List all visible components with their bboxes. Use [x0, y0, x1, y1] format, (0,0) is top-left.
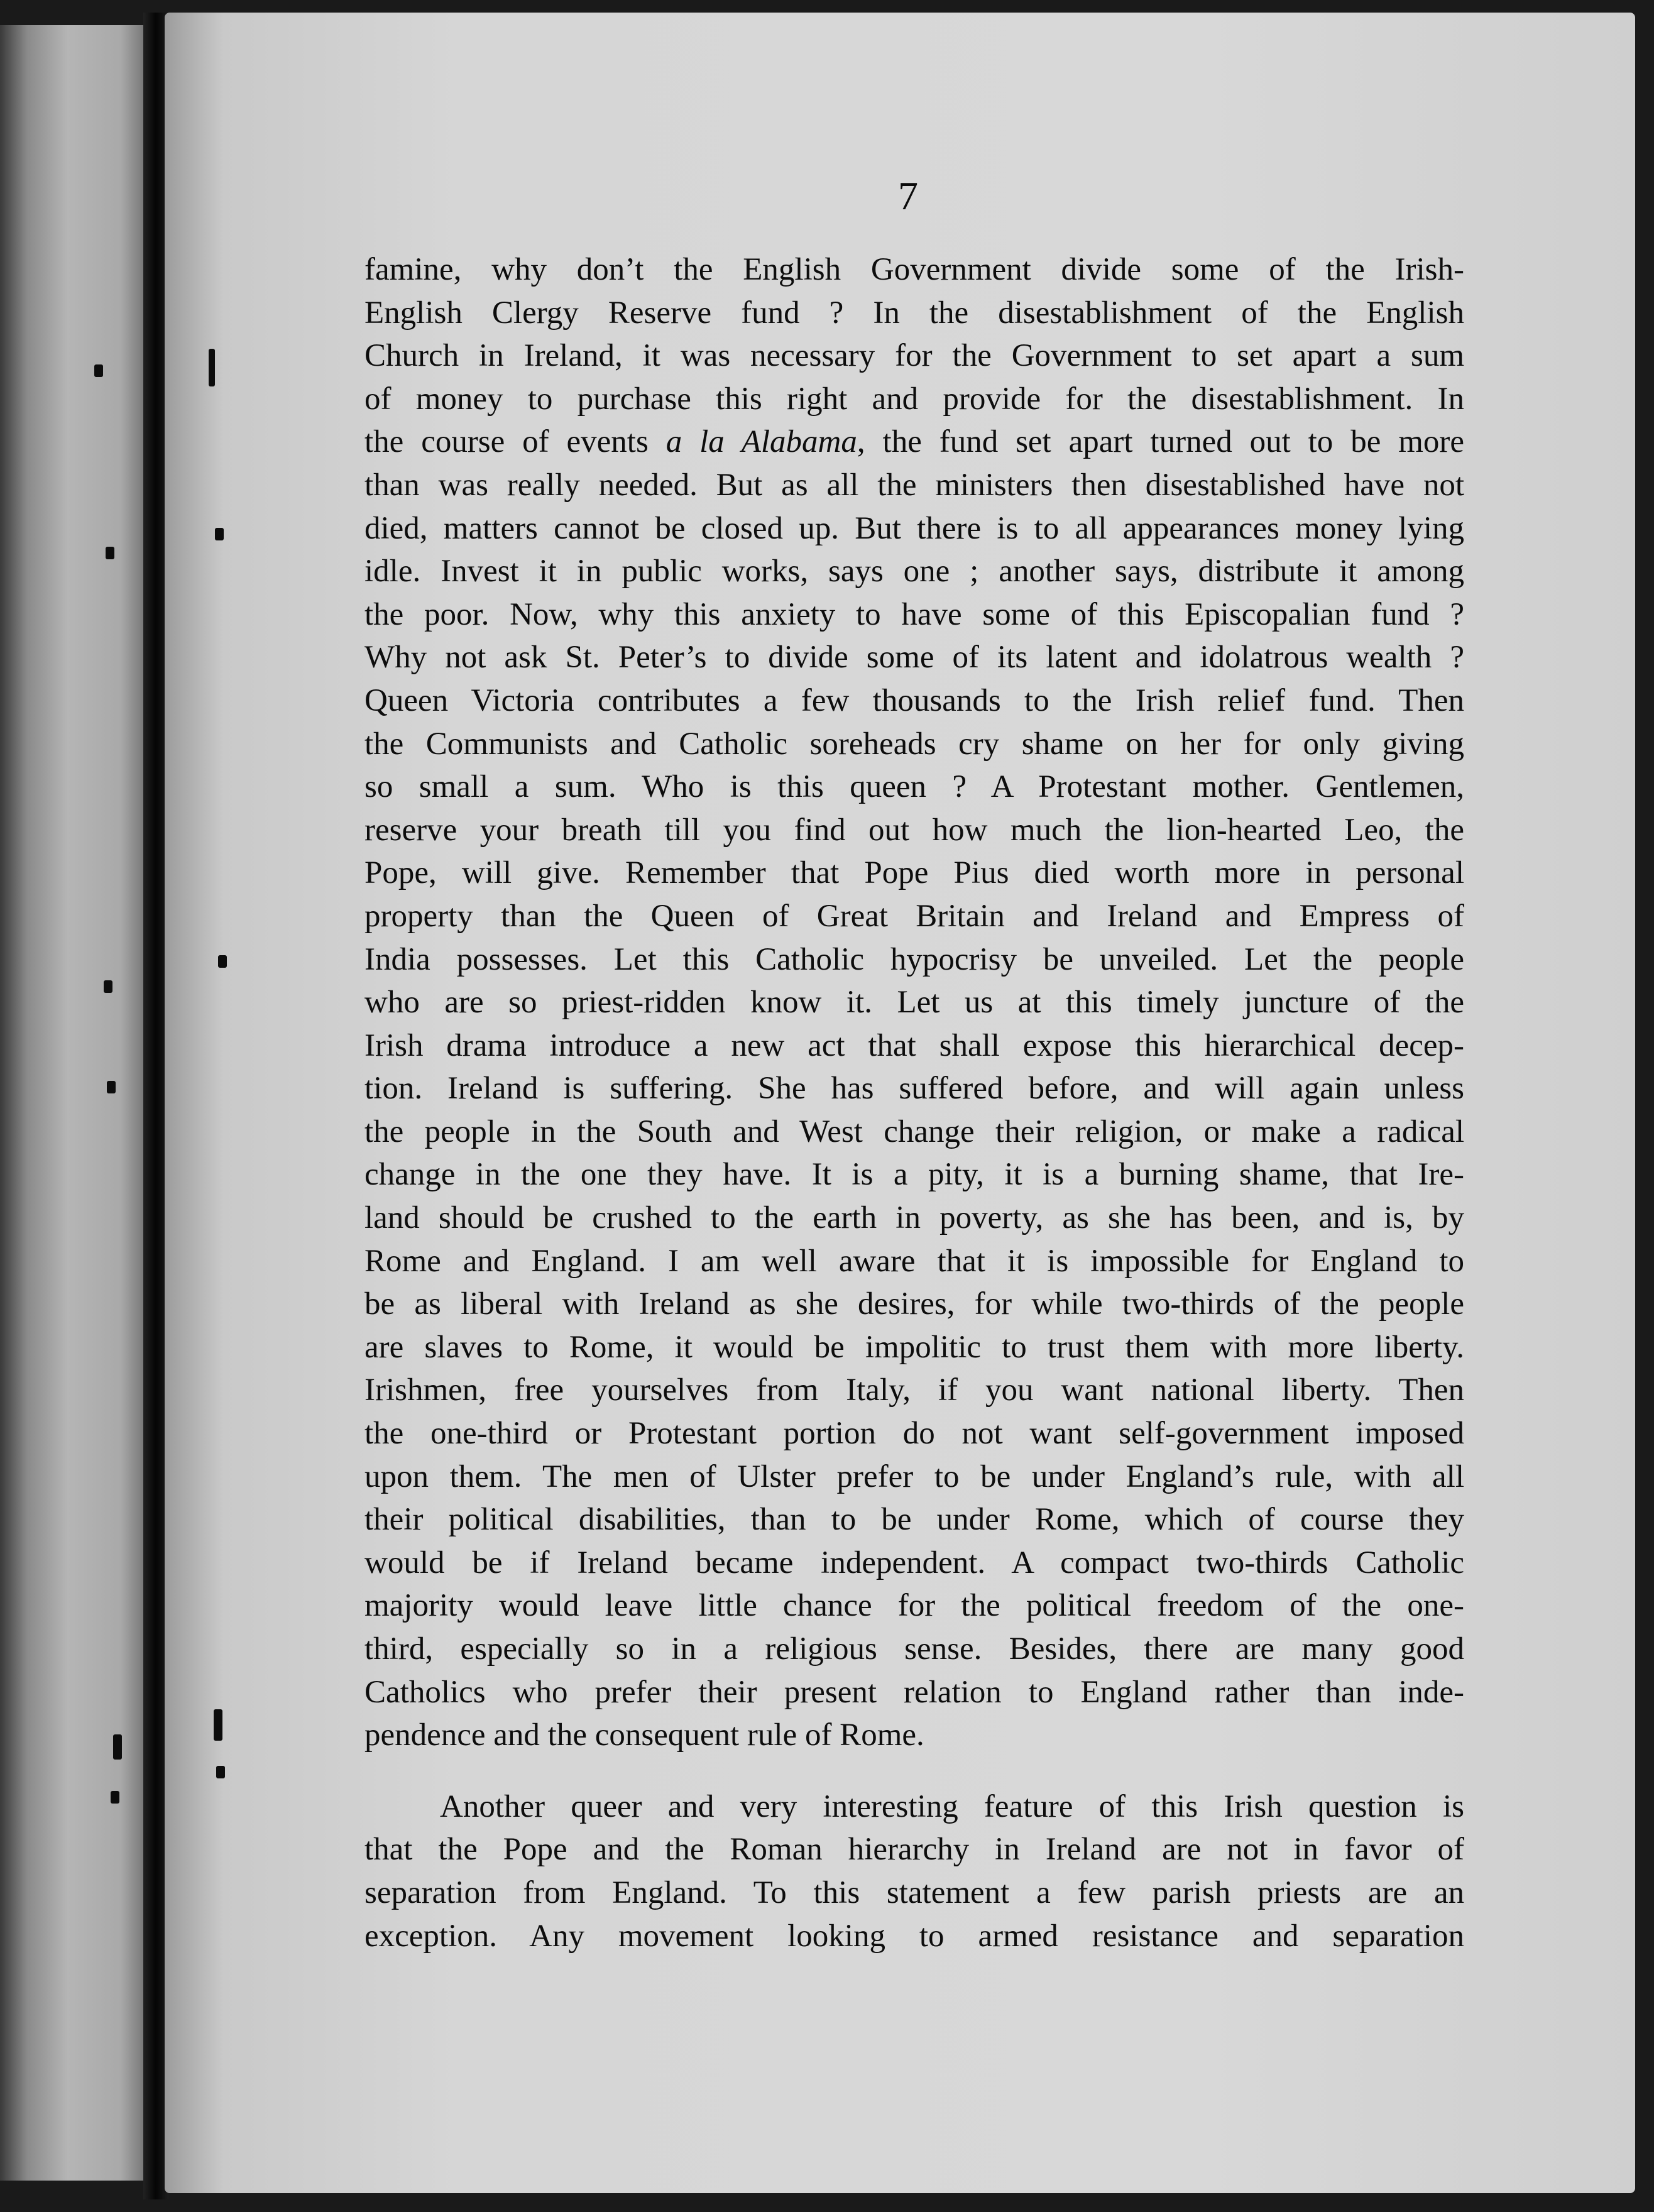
text-line: Pope, will give. Remember that Pope Pius died worth more in personal [364, 855, 1464, 891]
text-line: pendence and the consequent rule of Rome. [364, 1717, 924, 1753]
text-line: upon them. The men of Ulster prefer to be under England’s rule, with all [364, 1459, 1464, 1494]
text-line: Why not ask St. Peter’s to divide some of its latent and idolatrous wealth ? [364, 640, 1464, 676]
binding-mark [214, 1709, 222, 1741]
binding-mark [215, 528, 224, 540]
text-line: tion. Ireland is suffering. She has suffered before, and will again unless [364, 1071, 1464, 1107]
text-line: Rome and England. I am well aware that it is impossible for England to [364, 1243, 1464, 1279]
facing-page-edge [0, 25, 151, 2181]
text-line: the course of events a la Alabama, the fund set apart turned out to be more [364, 424, 1465, 460]
text-line: Another queer and very interesting feature of this Irish question is [440, 1788, 1464, 1824]
page-body [364, 248, 1464, 1957]
text-line: change in the one they have. It is a pity, it is a burning shame, that Ire- [364, 1157, 1464, 1193]
binding-mark [94, 364, 103, 377]
text-line: are slaves to Rome, it would be impolitic to trust them with more liberty. [364, 1329, 1464, 1365]
text-line: exception. Any movement looking to armed resistance and separation [364, 1918, 1464, 1954]
text-line: majority would leave little chance for the political freedom of the one- [364, 1588, 1464, 1624]
text-line: their political disabilities, than to be under Rome, which of course they [364, 1502, 1464, 1538]
binding-mark [111, 1791, 119, 1804]
text-line: the Communists and Catholic soreheads cry shame on her for only giving [364, 726, 1464, 762]
text-line: would be if Ireland became independent. A compact two-thirds Catholic [364, 1545, 1464, 1580]
binding-mark [218, 955, 227, 968]
text-line: Irishmen, free yourselves from Italy, if you want national liberty. Then [364, 1372, 1464, 1408]
text-line: be as liberal with Ireland as she desires, for while two-thirds of the people [364, 1286, 1464, 1322]
text-line: the poor. Now, why this anxiety to have some of this Episcopalian fund ? [364, 596, 1464, 632]
binding-mark [113, 1734, 122, 1760]
text-line: who are so priest-ridden know it. Let us at this timely juncture of the [364, 985, 1464, 1021]
text-line: Queen Victoria contributes a few thousands to the Irish relief fund. Then [364, 682, 1464, 718]
text-line: so small a sum. Who is this queen ? A Protestant mother. Gentlemen, [364, 769, 1464, 805]
binding-mark [107, 1081, 116, 1093]
text-line: property than the Queen of Great Britain and Ireland and Empress of [364, 898, 1464, 934]
text-line: that the Pope and the Roman hierarchy in Ireland are not in favor of [364, 1832, 1464, 1868]
paragraph [364, 1785, 1464, 1957]
text-line: the one-third or Protestant portion do not want self-government imposed [364, 1416, 1464, 1452]
text-line: the people in the South and West change their religion, or make a radical [364, 1114, 1464, 1149]
binding-mark [216, 1766, 225, 1778]
page-number: 7 [898, 173, 918, 218]
italic-phrase: a la Alabama [665, 424, 857, 460]
text-line: died, matters cannot be closed up. But there is to all appearances money lying [364, 510, 1464, 546]
text-line: land should be crushed to the earth in poverty, as she has been, and is, by [364, 1200, 1464, 1236]
text-line: of money to purchase this right and provide for the disestablishment. In [364, 381, 1464, 417]
text-line: third, especially so in a religious sense. Besides, there are many good [364, 1631, 1464, 1667]
text-line: than was really needed. But as all the ministers then disestablished have not [364, 467, 1464, 503]
text-line: India possesses. Let this Catholic hypocrisy be unveiled. Let the people [364, 941, 1464, 977]
binding-mark [209, 349, 215, 386]
binding-mark [106, 547, 114, 559]
text-line: famine, why don’t the English Government divide some of the Irish- [364, 252, 1464, 287]
text-line: reserve your breath till you find out how much the lion-hearted Leo, the [364, 812, 1464, 848]
binding-mark [104, 980, 112, 993]
text-line: idle. Invest it in public works, says one ; another says, distribute it among [364, 554, 1464, 589]
text-line: Irish drama introduce a new act that shall expose this hierarchical decep- [364, 1027, 1464, 1063]
paragraph [364, 248, 1464, 1757]
text-line: Church in Ireland, it was necessary for the Government to set apart a sum [364, 338, 1464, 374]
text-line: separation from England. To this statement a few parish priests are an [364, 1875, 1464, 1910]
text-line: English Clergy Reserve fund ? In the disestablishment of the English [364, 295, 1464, 331]
text-line: Catholics who prefer their present relation to England rather than inde- [364, 1674, 1464, 1710]
